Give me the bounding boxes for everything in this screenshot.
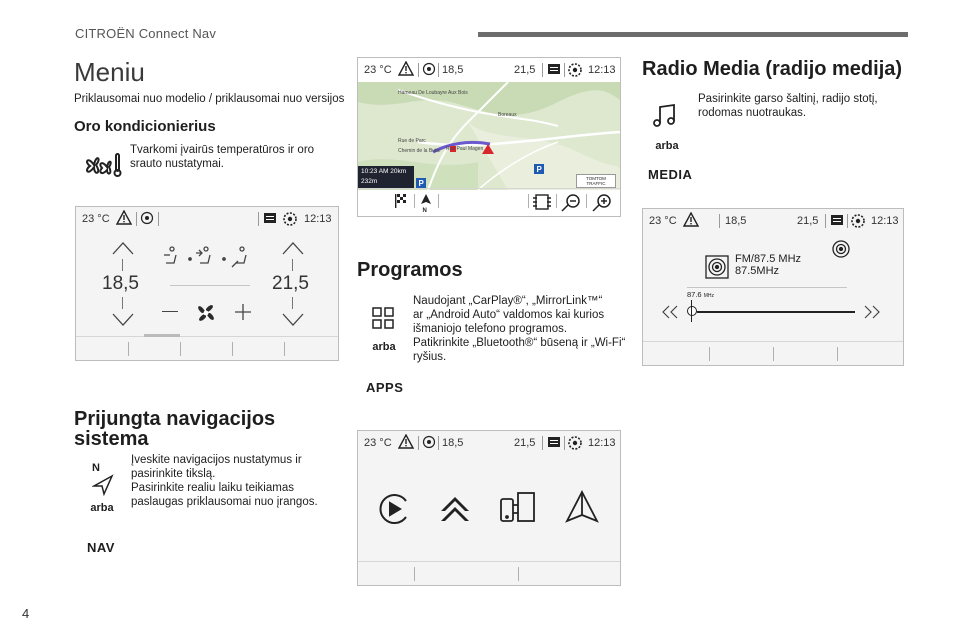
fan-speed-icon: [192, 299, 220, 332]
left-temp-down-button[interactable]: [112, 313, 134, 332]
climate-screen: [75, 206, 339, 361]
station-info: [735, 253, 801, 277]
status-bar: [358, 431, 620, 455]
settings-icon: [850, 213, 866, 232]
map-place-label: Chemin de la Butte: [398, 148, 441, 154]
connection-icon: [422, 62, 436, 79]
warning-icon: [398, 434, 414, 452]
map-layers-icon[interactable]: [532, 192, 552, 217]
settings-icon: [567, 435, 583, 454]
clock: 12:13: [588, 437, 616, 449]
bottom-bar: [358, 561, 620, 585]
warning-icon: [116, 210, 132, 228]
connection-icon: [422, 435, 436, 452]
outside-temp: 23 °C: [364, 64, 392, 76]
apps-caption: APPS: [366, 380, 404, 395]
warning-icon: [683, 212, 699, 230]
fan-decrease-button[interactable]: [162, 304, 180, 323]
message-icon: [829, 213, 845, 230]
radio-source-button[interactable]: [831, 239, 851, 264]
outside-temp: 23 °C: [649, 215, 677, 227]
message-icon: [262, 211, 278, 228]
message-icon: [546, 62, 562, 79]
left-temp: 18,5: [725, 215, 747, 227]
mirrorlink-app-button[interactable]: [438, 493, 472, 532]
nav-description: Įveskite navigacijos nustatymus ir pasirinkite tikslą. Pasirinkite realiu laiku teikiamas paslaugas priklausomai nuo įrangos.: [131, 454, 318, 508]
navigation-arrow-icon: [92, 462, 114, 501]
apps-grid-icon: [372, 307, 394, 334]
svg-text:P: P: [536, 165, 542, 174]
fan-increase-button[interactable]: [234, 303, 252, 326]
nav-icon-letter: N: [92, 462, 100, 474]
status-bar: [76, 207, 338, 231]
menu-subtitle: Priklausomai nuo modelio / priklausomai nuo versijos: [74, 93, 345, 105]
right-temp: 21,5: [514, 64, 536, 76]
zoom-in-icon[interactable]: [590, 192, 614, 217]
seek-forward-button[interactable]: [861, 305, 881, 324]
status-bar: [358, 58, 620, 82]
running-header: CITROËN Connect Nav: [75, 26, 217, 41]
android-auto-app-button[interactable]: [564, 489, 600, 530]
status-bar: [643, 209, 903, 233]
map-place-label: Hameau De Loubayre Aux Bois: [398, 90, 468, 96]
map-screen: [357, 57, 621, 217]
radio-screen: [642, 208, 904, 366]
right-temp: 21,5: [514, 437, 536, 449]
right-temperature: 21,5: [272, 273, 309, 294]
tuner-frequency: 87.6 MHz: [687, 290, 714, 299]
apps-description: Naudojant „CarPlay®“, „MirrorLink™“ ar „Android Auto“ valdomos kai kurios išmaniojo telefono programos. Patikrinkite „Bluetooth®“ būseną ir „Wi-Fi“ ryšius.: [413, 295, 626, 363]
left-temperature: 18,5: [102, 273, 139, 294]
map-view[interactable]: [358, 82, 620, 190]
page-number: 4: [22, 606, 30, 621]
clock: 12:13: [588, 64, 616, 76]
radio-or-label: arba: [655, 140, 679, 152]
settings-icon: [567, 62, 583, 81]
tuner-slider-handle[interactable]: [687, 306, 697, 316]
phone-projection-app-button[interactable]: [498, 489, 538, 532]
settings-icon: [282, 211, 298, 230]
radio-caption: MEDIA: [648, 167, 693, 182]
header-rule: [478, 32, 908, 37]
connection-icon: [140, 211, 154, 228]
outside-temp: 23 °C: [82, 213, 110, 225]
bottom-bar: [76, 336, 338, 360]
right-temp-up-button[interactable]: [282, 241, 304, 260]
traffic-badge: TOMTOM TRAFFIC: [576, 174, 616, 188]
map-toolbar: [358, 188, 620, 216]
map-road-label: Rue Paul Magen: [446, 146, 484, 152]
outside-temp: 23 °C: [364, 437, 392, 449]
right-temp-down-button[interactable]: [282, 313, 304, 332]
trip-next-distance: 232m: [361, 178, 378, 185]
destination-flag-icon[interactable]: [394, 193, 408, 214]
map-place-label: Rue de Parc: [398, 138, 426, 144]
station-frequency: 87.5MHz: [735, 265, 780, 277]
fan-thermometer-icon: [82, 152, 122, 183]
airflow-mode-buttons[interactable]: [162, 245, 256, 274]
message-icon: [546, 435, 562, 452]
clock: 12:13: [871, 215, 899, 227]
left-temp: 18,5: [442, 64, 464, 76]
map-place-label: Boreaux: [498, 112, 517, 118]
radio-station-icon: [705, 255, 729, 284]
apps-or-label: arba: [372, 341, 396, 353]
nav-or-label: arba: [90, 502, 114, 514]
apps-screen: [357, 430, 621, 586]
apps-title: Programos: [357, 259, 463, 281]
music-note-icon: [652, 103, 678, 134]
station-band: FM/87.5 MHz: [735, 253, 802, 265]
carplay-app-button[interactable]: [376, 491, 412, 532]
nav-title-line2: sistema: [74, 428, 149, 450]
nav-caption: NAV: [87, 540, 115, 555]
svg-text:P: P: [418, 179, 424, 188]
menu-title: Meniu: [74, 57, 145, 87]
trip-info-panel: [358, 166, 414, 188]
radio-description: Pasirinkite garso šaltinį, radijo stotį, rodomas nuotraukas.: [698, 93, 878, 119]
radio-title: Radio Media (radijo medija): [642, 58, 903, 80]
climate-description: Tvarkomi įvairūs temperatūros ir oro srauto nustatymai.: [130, 144, 315, 170]
trip-eta: 10:23 AM 20km: [361, 168, 407, 175]
seek-back-button[interactable]: [661, 305, 681, 324]
svg-text:N: N: [422, 208, 427, 214]
right-temp: 21,5: [797, 215, 819, 227]
zoom-out-icon[interactable]: [559, 192, 583, 217]
clock: 12:13: [304, 213, 332, 225]
warning-icon: [398, 61, 414, 79]
left-temp: 18,5: [442, 437, 464, 449]
tuner-slider-track[interactable]: [697, 311, 855, 313]
nav-title-line1: Prijungta navigacijos: [74, 408, 276, 430]
compass-icon[interactable]: [419, 192, 433, 219]
left-temp-up-button[interactable]: [112, 241, 134, 260]
bottom-bar: [643, 341, 903, 365]
climate-title: Oro kondicionierius: [74, 118, 216, 135]
